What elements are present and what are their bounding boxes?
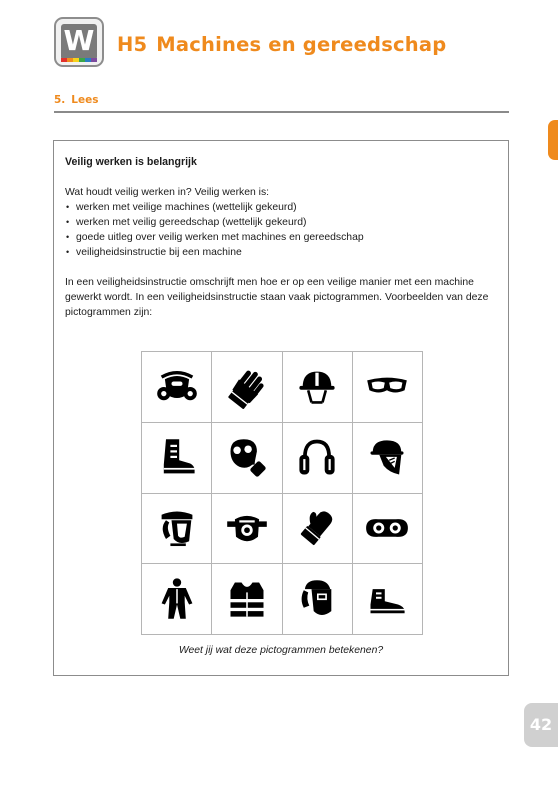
safety-goggles-icon: [365, 365, 409, 409]
respirator-mask-icon: [155, 365, 199, 409]
logo-color-stripes: [61, 58, 97, 62]
ear-defenders-icon: [295, 436, 339, 480]
chapter-title: [117, 33, 446, 56]
safety-boot-icon: [155, 436, 199, 480]
bullet-list: [65, 200, 495, 260]
goggles-strap-icon: [365, 506, 409, 550]
logo-letter: W: [63, 24, 95, 57]
chapter-side-tab: [548, 120, 558, 160]
card-paragraph: In een veiligheidsinstructie omschrijft men hoe er op een veilige manier met een machine gewerkt wordt. In een veiligheidsinstructie staan vaak pictogrammen. Voorbeelden van deze pictogrammen zijn:: [65, 277, 489, 318]
section-number: 5.: [54, 94, 66, 106]
pictogram-grid: [141, 351, 423, 635]
card-text: [65, 155, 495, 320]
page-number-badge: [524, 703, 558, 747]
gas-mask-icon: [225, 436, 269, 480]
list-item: • goede uitleg over veilig werken met machines en gereedschap: [65, 230, 495, 245]
helmet-face-shield-icon: [365, 436, 409, 480]
mitten-glove-icon: [295, 506, 339, 550]
safety-vest-icon: [225, 577, 269, 621]
header-divider: [54, 111, 509, 113]
logo-stripe: [91, 58, 97, 62]
logo-tile: [61, 24, 97, 60]
list-item: • veiligheidsinstructie bij een machine: [65, 245, 495, 260]
chapter-number: H5: [117, 33, 148, 56]
list-item: • werken met veilige machines (wettelijk gekeurd): [65, 200, 495, 215]
page-number: 42: [529, 715, 553, 734]
logo: [54, 17, 104, 67]
protective-overall-icon: [155, 577, 199, 621]
card-intro: Wat houdt veilig werken in? Veilig werken is:: [65, 187, 270, 198]
section-heading: [54, 94, 98, 106]
section-title: Lees: [71, 94, 99, 106]
dust-mask-icon: [225, 506, 269, 550]
list-item: • werken met veilig gereedschap (wettelijk gekeurd): [65, 215, 495, 230]
pictogram-question: Weet jij wat deze pictogrammen betekenen?: [178, 645, 384, 656]
work-glove-icon: [225, 365, 269, 409]
safety-shoe-icon: [365, 577, 409, 621]
safety-helmet-icon: [295, 365, 339, 409]
welding-helmet-icon: [295, 577, 339, 621]
reading-card: [53, 140, 509, 676]
card-title: Veilig werken is belangrijk: [65, 156, 197, 168]
face-shield-icon: [155, 506, 199, 550]
chapter-name: Machines en gereedschap: [156, 33, 447, 56]
